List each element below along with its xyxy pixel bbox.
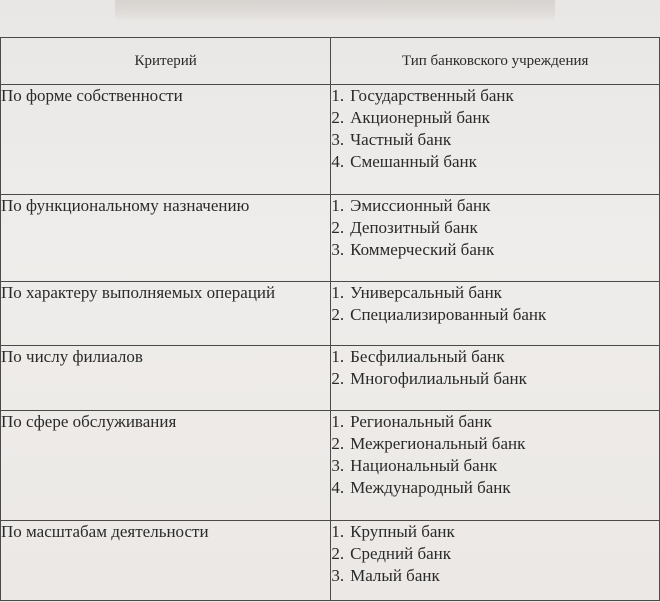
types-list	[331, 346, 659, 390]
table-header-row	[1, 38, 660, 85]
criterion-cell: По сфере обслуживания	[1, 411, 331, 521]
types-list	[331, 521, 659, 587]
bank-types-table	[0, 37, 660, 601]
criterion-cell: По форме собственности	[1, 85, 331, 195]
list-item: 3. Частный банк	[331, 130, 452, 149]
table-row	[1, 346, 660, 411]
types-cell	[331, 282, 660, 346]
list-item: 4. Международный банк	[331, 478, 511, 497]
list-item: 2. Средний банк	[331, 544, 452, 563]
list-item: 1. Крупный банк	[331, 522, 455, 541]
types-cell	[331, 411, 660, 521]
types-list	[331, 282, 659, 326]
list-item: 2. Акционерный банк	[331, 108, 490, 127]
list-item: 1. Бесфилиальный банк	[331, 347, 505, 366]
table-row	[1, 521, 660, 601]
header-type: Тип банковского учреждения	[331, 38, 660, 85]
types-list	[331, 411, 659, 499]
list-item: 1. Универсальный банк	[331, 283, 502, 302]
table-row	[1, 85, 660, 195]
list-item: 1. Эмиссионный банк	[331, 196, 491, 215]
criterion-cell: По характеру выполняемых операций	[1, 282, 331, 346]
list-item: 4. Смешанный банк	[331, 152, 477, 171]
criterion-cell: По масштабам деятельности	[1, 521, 331, 601]
types-cell	[331, 195, 660, 282]
table-row	[1, 411, 660, 521]
blurred-heading-area	[115, 0, 555, 22]
table-row	[1, 282, 660, 346]
list-item: 3. Национальный банк	[331, 456, 498, 475]
list-item: 3. Малый банк	[331, 566, 440, 585]
list-item: 2. Многофилиальный банк	[331, 369, 527, 388]
criterion-cell: По числу филиалов	[1, 346, 331, 411]
list-item: 2. Депозитный банк	[331, 218, 478, 237]
list-item: 2. Специализированный банк	[331, 305, 547, 324]
types-cell	[331, 521, 660, 601]
types-cell	[331, 346, 660, 411]
types-cell	[331, 85, 660, 195]
list-item: 1. Региональный банк	[331, 412, 492, 431]
criterion-cell: По функциональному назначению	[1, 195, 331, 282]
list-item: 2. Межрегиональный банк	[331, 434, 526, 453]
types-list	[331, 195, 659, 261]
list-item: 1. Государственный банк	[331, 86, 514, 105]
header-criterion: Критерий	[1, 38, 331, 85]
table-row	[1, 195, 660, 282]
list-item: 3. Коммерческий банк	[331, 240, 495, 259]
types-list	[331, 85, 659, 173]
